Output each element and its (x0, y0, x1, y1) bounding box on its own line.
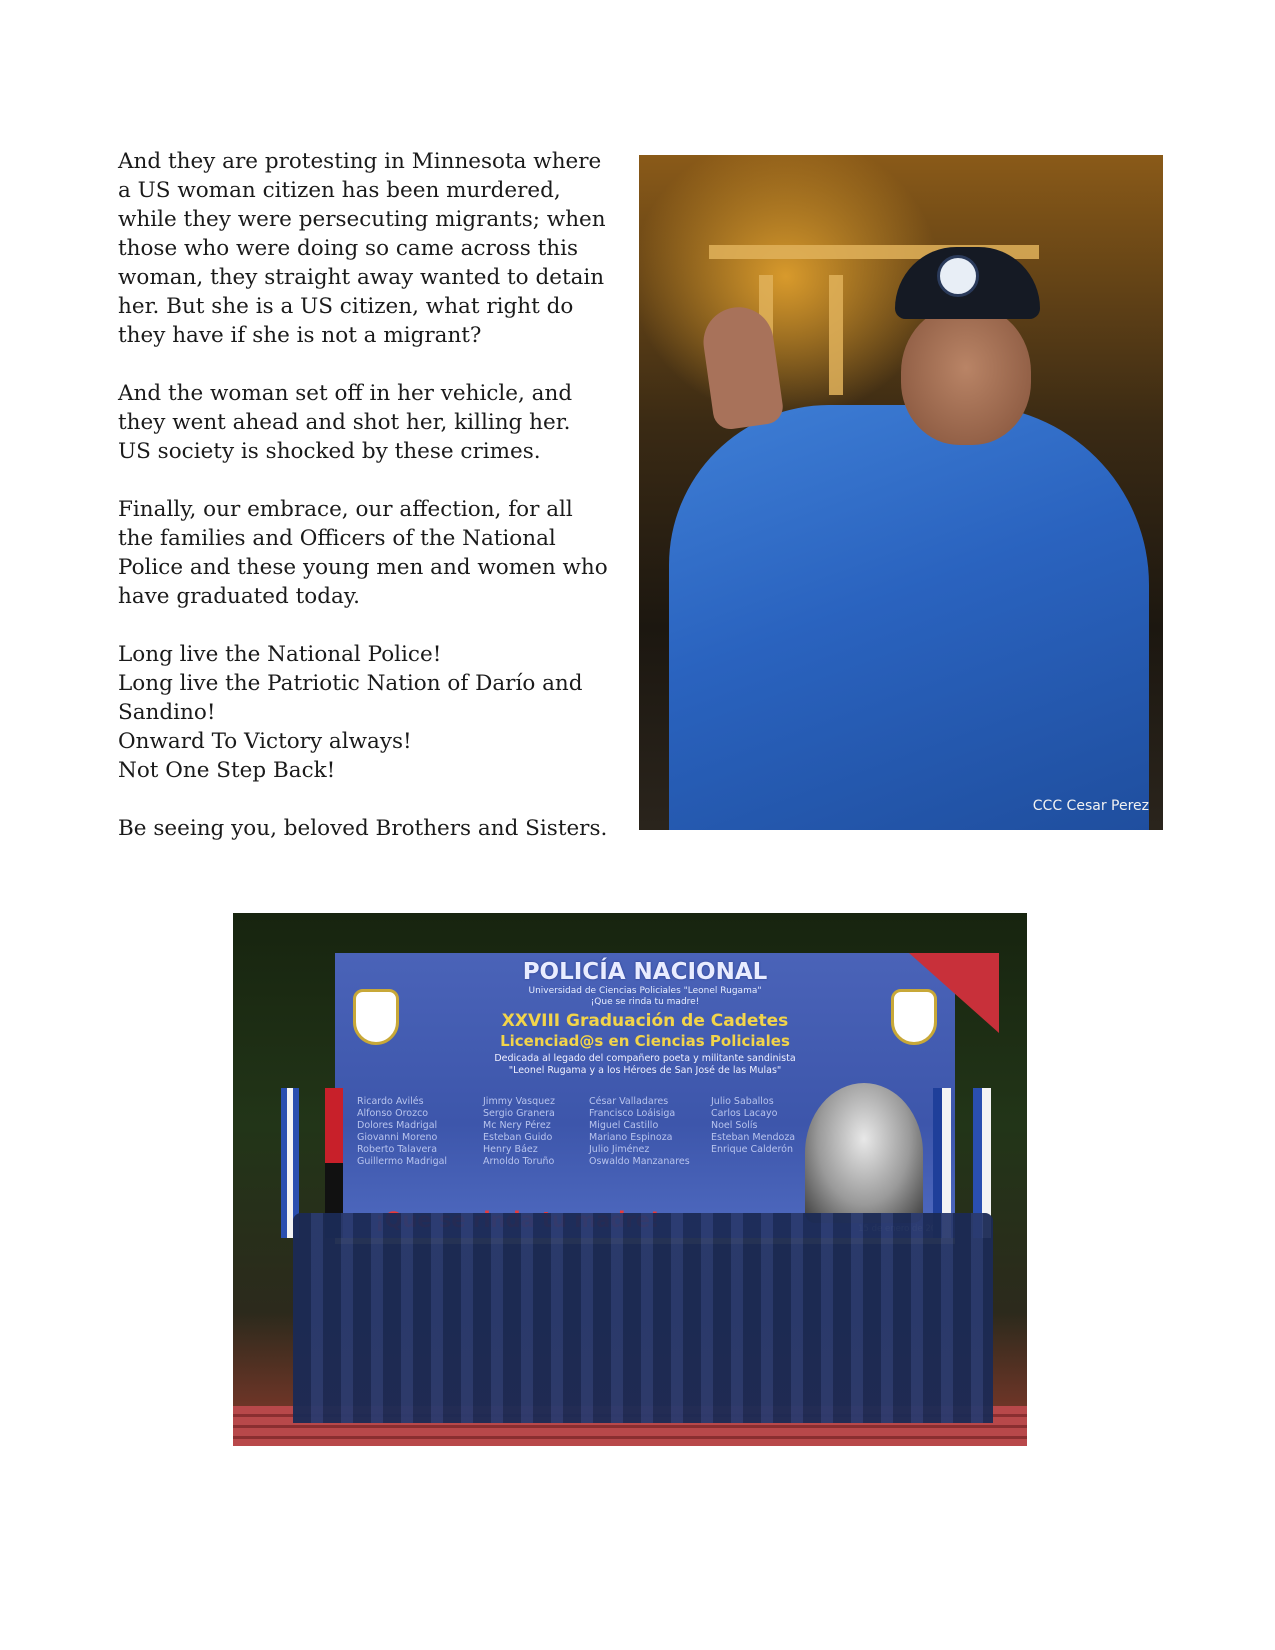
banner-name: Arnoldo Toruño (483, 1156, 555, 1167)
banner-dedication: Dedicada al legado del compañero poeta y militante sandinista (494, 1053, 796, 1064)
banner-name: Carlos Lacayo (711, 1108, 778, 1119)
banner-name: Oswaldo Manzanares (589, 1156, 690, 1167)
slogan-national-police: Long live the National Police! (118, 642, 442, 667)
slogan-patriotic-nation: Long live the Patriotic Nation of Darío and Sandino! (118, 671, 583, 725)
banner-name: Alfonso Orozco (357, 1108, 429, 1119)
banner-degree: Licenciad@s en Ciencias Policiales (500, 1032, 790, 1050)
banner-name: Esteban Guido (483, 1132, 553, 1143)
banner-name: Sergio Granera (483, 1108, 555, 1119)
building-column (829, 275, 843, 395)
face (901, 305, 1031, 445)
article-text (118, 147, 608, 872)
banner-name: Dolores Madrigal (357, 1120, 438, 1131)
banner-name: Miguel Castillo (589, 1120, 659, 1131)
banner-graduation: XXVIII Graduación de Cadetes (501, 1011, 789, 1031)
banner-name: Ricardo Avilés (357, 1096, 424, 1107)
banner-name: Henry Báez (483, 1144, 538, 1155)
paragraph-embrace: Finally, our embrace, our affection, for all the families and Officers of the National Police and these young men and women who have graduated today. (118, 497, 608, 609)
banner-name: Francisco Loáisiga (589, 1108, 676, 1119)
cap-emblem-icon (937, 255, 979, 297)
banner-name: Julio Jiménez (589, 1144, 650, 1155)
banner-name: Julio Saballos (711, 1096, 774, 1107)
banner-name: Roberto Talavera (357, 1144, 438, 1155)
banner-title: POLICÍA NACIONAL (522, 959, 768, 985)
banner-names (357, 1096, 827, 1167)
banner-name: Esteban Mendoza (711, 1132, 796, 1143)
blue-jacket (669, 405, 1149, 830)
banner-name: Guillermo Madrigal (357, 1156, 448, 1167)
photo-waving-man (639, 155, 1163, 830)
banner-name: César Valladares (589, 1096, 669, 1107)
cadet-formation (293, 1213, 993, 1423)
closing-line: Be seeing you, beloved Brothers and Sisters. (118, 816, 608, 841)
banner-name: Giovanni Moreno (357, 1132, 438, 1143)
banner-university: Universidad de Ciencias Policiales "Leonel Rugama" (528, 986, 762, 996)
photo-graduation-ceremony (233, 913, 1027, 1446)
banner-name: Noel Solís (711, 1120, 758, 1131)
portrait-leonel-rugama (805, 1083, 923, 1223)
paragraph-shooting: And the woman set off in her vehicle, and they went ahead and shot her, killing her. US society is shocked by these crimes. (118, 381, 573, 464)
banner-name: Mc Nery Pérez (483, 1120, 551, 1131)
banner-name: Enrique Calderón (711, 1144, 793, 1155)
slogan-not-one-step: Not One Step Back! (118, 758, 336, 783)
slogan-list (118, 640, 608, 785)
banner-name: Jimmy Vasquez (483, 1096, 556, 1107)
banner-name: Mariano Espinoza (589, 1132, 673, 1143)
banner-dedication-heroes: "Leonel Rugama y a los Héroes de San José de las Mulas" (508, 1065, 782, 1076)
graduation-banner (335, 953, 955, 1244)
paragraph-minnesota: And they are protesting in Minnesota where a US woman citizen has been murdered, while they were persecuting migrants; when those who were doing so came across this woman, they straight away wanted to detain her. But she is a US citizen, what right do they have if she is not a migrant? (118, 149, 606, 348)
banner-motto: ¡Que se rinda tu madre! (590, 997, 700, 1007)
photo-credit: CCC Cesar Perez (1032, 798, 1149, 814)
slogan-onward-victory: Onward To Victory always! (118, 729, 412, 754)
